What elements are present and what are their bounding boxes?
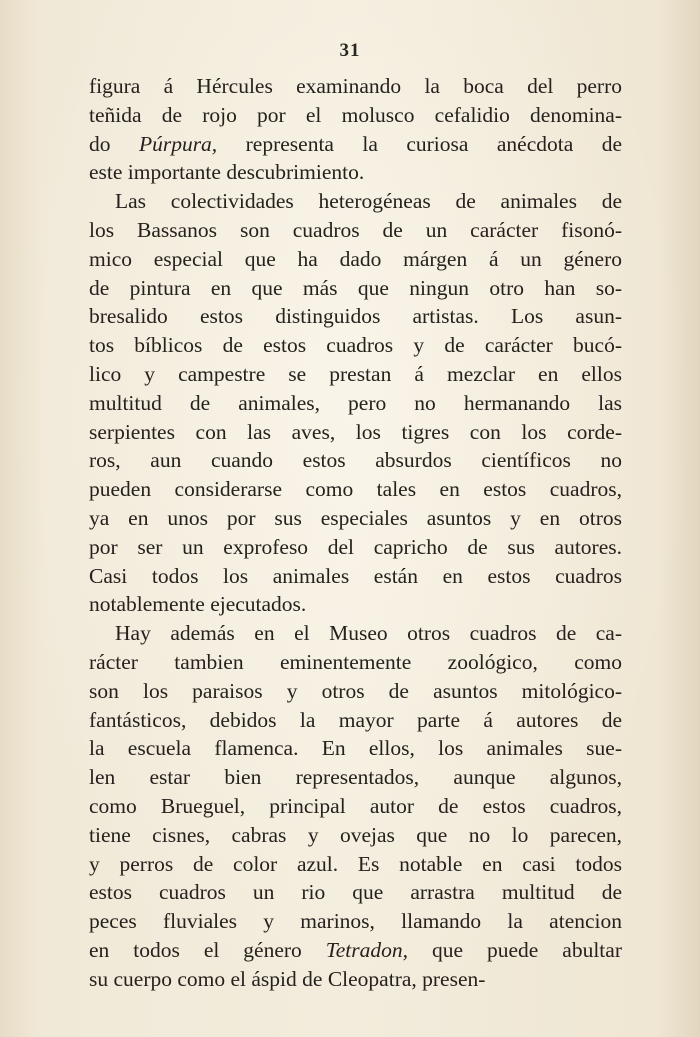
text-line bbox=[89, 418, 622, 447]
text-run: Las colectividades heterogéneas de animales de bbox=[115, 189, 622, 214]
text-line bbox=[89, 130, 622, 159]
text-line bbox=[89, 533, 622, 562]
text-run: rácter tambien eminentemente zoológico, como bbox=[89, 649, 622, 674]
text-line bbox=[89, 389, 622, 418]
text-run: notablemente ejecutados. bbox=[89, 592, 307, 617]
text-run: serpientes con las aves, los tigres con los corde- bbox=[89, 419, 622, 444]
body-text bbox=[89, 72, 622, 994]
page-number: 31 bbox=[339, 40, 361, 61]
text-run: estos cuadros un rio que arrastra multitud de bbox=[89, 880, 622, 905]
text-run: fantásticos, debidos la mayor parte á autores de bbox=[89, 707, 622, 732]
text-run: representa la curiosa anécdota de bbox=[217, 131, 622, 156]
paragraph bbox=[89, 187, 622, 619]
text-line bbox=[89, 562, 622, 591]
text-line bbox=[89, 446, 622, 475]
text-line bbox=[89, 245, 622, 274]
text-line bbox=[89, 72, 622, 101]
text-line bbox=[89, 331, 622, 360]
italic-term: Púrpura, bbox=[138, 131, 218, 156]
text-line bbox=[89, 158, 622, 187]
text-run: por ser un exprofeso del capricho de sus autores. bbox=[89, 534, 622, 559]
text-run: su cuerpo como el áspid de Cleopatra, presen- bbox=[89, 966, 486, 991]
text-line bbox=[89, 302, 622, 331]
text-run: bresalido estos distinguidos artistas. Los asun- bbox=[89, 304, 622, 329]
text-line bbox=[89, 101, 622, 130]
text-line bbox=[89, 648, 622, 677]
text-line bbox=[89, 216, 622, 245]
text-line bbox=[89, 965, 622, 994]
text-run: como Brueguel, principal autor de estos cuadros, bbox=[89, 793, 622, 818]
paragraph bbox=[89, 72, 622, 187]
text-run: mico especial que ha dado márgen á un género bbox=[89, 246, 622, 271]
text-line bbox=[89, 274, 622, 303]
text-line bbox=[89, 878, 622, 907]
text-line bbox=[89, 936, 622, 965]
text-run: de pintura en que más que ningun otro han so- bbox=[89, 275, 622, 300]
text-run: Casi todos los animales están en estos cuadros bbox=[89, 563, 622, 588]
text-line bbox=[89, 475, 622, 504]
text-run: peces fluviales y marinos, llamando la atencion bbox=[89, 909, 622, 934]
text-run: los Bassanos son cuadros de un carácter fisonó- bbox=[89, 217, 622, 242]
text-line bbox=[89, 850, 622, 879]
text-run: len estar bien representados, aunque algunos, bbox=[89, 765, 622, 790]
text-line bbox=[89, 763, 622, 792]
text-run: do bbox=[89, 131, 139, 156]
text-line bbox=[89, 821, 622, 850]
text-run: multitud de animales, pero no hermanando las bbox=[89, 390, 622, 415]
text-line bbox=[89, 619, 622, 648]
text-run: Hay además en el Museo otros cuadros de ca- bbox=[115, 621, 622, 646]
text-run: en todos el género bbox=[89, 937, 326, 962]
text-run: tiene cisnes, cabras y ovejas que no lo parecen, bbox=[89, 822, 622, 847]
text-run: lico y campestre se prestan á mezclar en ellos bbox=[89, 361, 622, 386]
text-run: este importante descubrimiento. bbox=[89, 160, 365, 185]
text-line bbox=[89, 792, 622, 821]
text-line bbox=[89, 706, 622, 735]
text-line bbox=[89, 734, 622, 763]
paragraph bbox=[89, 619, 622, 993]
text-run: tos bíblicos de estos cuadros y de carácter bucó- bbox=[89, 333, 622, 358]
text-line bbox=[89, 590, 622, 619]
text-line bbox=[89, 360, 622, 389]
text-run: pueden considerarse como tales en estos cuadros, bbox=[89, 477, 622, 502]
text-run: y perros de color azul. Es notable en casi todos bbox=[89, 851, 622, 876]
text-line bbox=[89, 504, 622, 533]
text-run: la escuela flamenca. En ellos, los animales sue- bbox=[89, 736, 622, 761]
text-line bbox=[89, 187, 622, 216]
text-run: figura á Hércules examinando la boca del perro bbox=[89, 74, 622, 98]
text-line bbox=[89, 677, 622, 706]
italic-term: Tetradon, bbox=[325, 937, 409, 962]
text-run: que puede abultar bbox=[408, 937, 622, 962]
text-run: ros, aun cuando estos absurdos científicos no bbox=[89, 448, 622, 473]
text-line bbox=[89, 907, 622, 936]
text-run: son los paraisos y otros de asuntos mitológico- bbox=[89, 678, 622, 703]
text-run: ya en unos por sus especiales asuntos y en otros bbox=[89, 505, 622, 530]
text-run: teñida de rojo por el molusco cefalidio denomina- bbox=[89, 102, 622, 127]
